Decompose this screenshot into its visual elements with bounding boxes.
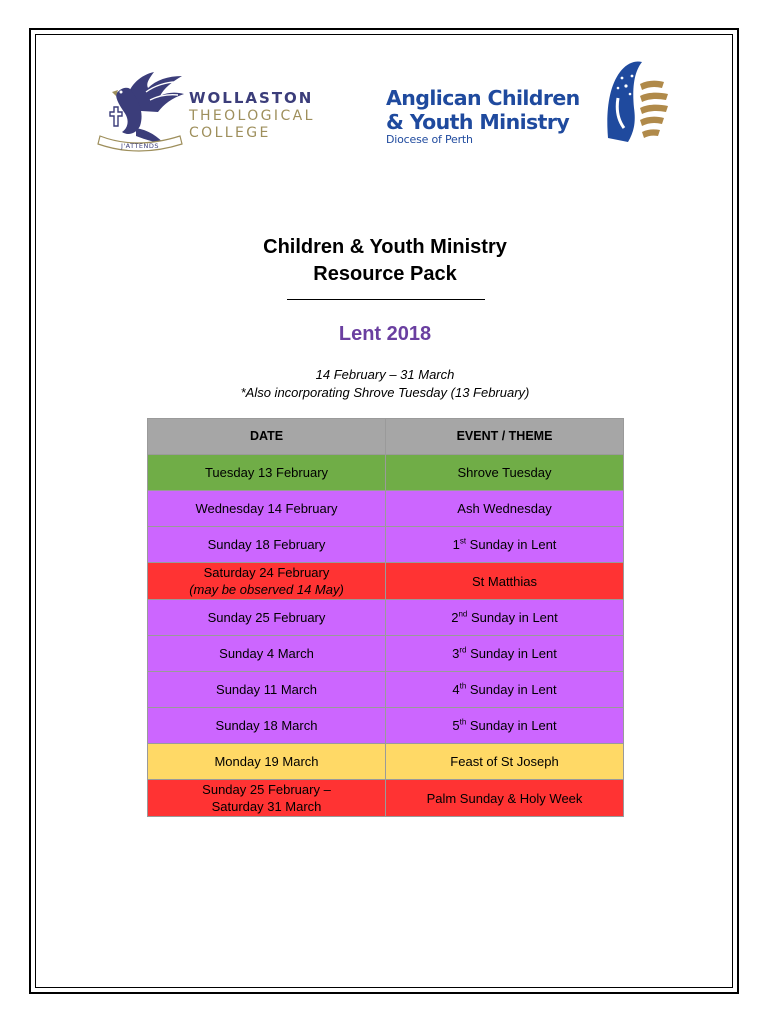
event-ordinal: 4 — [452, 682, 460, 697]
table-row — [148, 744, 624, 780]
event-text: Shrove Tuesday — [457, 465, 552, 480]
event-cell — [386, 491, 624, 527]
diocese-emblem-icon — [604, 58, 674, 146]
date-cell — [148, 563, 386, 600]
date-cell — [148, 744, 386, 780]
date-note: (may be observed 14 May) — [189, 582, 344, 597]
acym-line1: Anglican Children — [386, 86, 580, 110]
wollaston-logo — [96, 70, 326, 156]
date-cell — [148, 636, 386, 672]
event-text: Sunday in Lent — [469, 682, 557, 697]
date-text: Sunday 25 February – — [202, 782, 331, 797]
event-cell — [386, 780, 624, 817]
event-cell — [386, 708, 624, 744]
date-cell — [148, 491, 386, 527]
event-ordinal-suffix: st — [459, 536, 467, 546]
wollaston-line1: WOLLASTON — [189, 89, 314, 107]
event-ordinal: 3 — [452, 646, 460, 661]
date-text: Wednesday 14 February — [195, 501, 338, 516]
table-row — [148, 708, 624, 744]
table-row — [148, 491, 624, 527]
date-cell — [148, 455, 386, 491]
table-row — [148, 563, 624, 600]
table-row — [148, 636, 624, 672]
event-text: Feast of St Joseph — [450, 754, 559, 769]
date-text: Tuesday 13 February — [204, 465, 329, 480]
event-cell — [386, 636, 624, 672]
date-text: Sunday 25 February — [207, 610, 326, 625]
event-ordinal: 1 — [452, 537, 460, 552]
event-text: Sunday in Lent — [470, 646, 557, 661]
event-ordinal-suffix: nd — [458, 609, 468, 619]
events-table — [147, 418, 624, 817]
wollaston-line2: THEOLOGICAL — [189, 108, 315, 124]
season-dates: 14 February – 31 March — [315, 367, 455, 382]
table-row — [148, 600, 624, 636]
eagle-crest-icon — [96, 70, 188, 156]
header-event: EVENT / THEME — [386, 419, 624, 455]
season-note: *Also incorporating Shrove Tuesday (13 February) — [240, 385, 530, 400]
acym-line3: Diocese of Perth — [386, 133, 473, 146]
event-cell — [386, 563, 624, 600]
date-text: Saturday 24 February — [203, 565, 330, 580]
wollaston-line3: COLLEGE — [189, 125, 271, 141]
date-text: Monday 19 March — [214, 754, 319, 769]
acym-line2: & Youth Ministry — [386, 110, 570, 134]
date-text-line2: Saturday 31 March — [211, 799, 322, 814]
event-cell — [386, 600, 624, 636]
table-header-row — [148, 419, 624, 455]
events-body — [148, 455, 624, 817]
date-text: Sunday 18 February — [207, 537, 326, 552]
date-cell — [148, 780, 386, 817]
table-row — [148, 672, 624, 708]
date-text: Sunday 18 March — [215, 718, 318, 733]
motto-text: J'ATTENDS — [120, 142, 160, 150]
document-subtitle: Resource Pack — [313, 263, 457, 285]
table-row — [148, 527, 624, 563]
document-title: Children & Youth Ministry — [263, 236, 507, 258]
date-cell — [148, 708, 386, 744]
event-text: Ash Wednesday — [457, 501, 552, 516]
date-text: Sunday 4 March — [219, 646, 314, 661]
event-text: Palm Sunday & Holy Week — [426, 790, 583, 806]
event-text: Sunday in Lent — [471, 610, 558, 625]
event-cell — [386, 744, 624, 780]
event-cell — [386, 672, 624, 708]
event-ordinal: 2 — [451, 610, 459, 625]
event-ordinal-suffix: th — [459, 717, 467, 727]
table-row — [148, 780, 624, 817]
event-text: Sunday in Lent — [469, 537, 557, 552]
title-divider — [287, 299, 485, 300]
date-cell — [148, 527, 386, 563]
date-cell — [148, 672, 386, 708]
header-date: DATE — [148, 419, 386, 455]
event-ordinal: 5 — [452, 718, 460, 733]
event-ordinal-suffix: rd — [459, 645, 467, 655]
event-text: St Matthias — [471, 573, 538, 589]
table-row — [148, 455, 624, 491]
event-ordinal-suffix: th — [459, 681, 467, 691]
event-cell — [386, 527, 624, 563]
date-cell — [148, 600, 386, 636]
season-heading: Lent 2018 — [338, 323, 432, 345]
event-text: Sunday in Lent — [469, 718, 557, 733]
event-cell — [386, 455, 624, 491]
date-text: Sunday 11 March — [216, 682, 317, 697]
